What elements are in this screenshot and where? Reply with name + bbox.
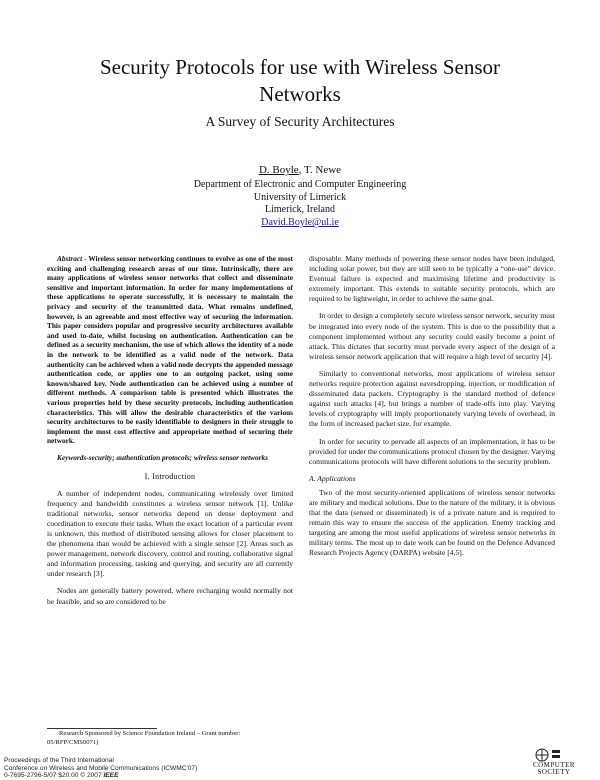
title-line-2: Networks (259, 82, 341, 106)
subsection-heading-applications: A. Applications (309, 473, 356, 483)
abstract-text: - Wireless sensor networking continues to evolve as one of the most exciting and challenging research areas of our time. Intrinsically, there are many applications of wireless sensor networks that collect and disseminate sensitive and important information. In order for many implementations of these applications to operate successfully, it is necessary to maintain the privacy and security of the transmitted data. What remains undefined, however, is an agreeable and most effective way of securing the information. This paper considers popular and progressive security architectures available and used to-date, whilst focusing on authentication. Authentication can be defined as a security mechanism, the use of which allows the identity of a node in the network to be identified as a valid node of the network. Data authenticity can be achieved when a valid node decrypts the appended message authentication code, or applies one to an outgoing packet, using some known/shared key. Node authentication can be achieved using a number of different methods. A comparison table is presented which illustrates the various properties held by these security protocols, including authentication characteristics. This will allow the desirable characteristics of the various security architectures to be easily identifiable to designers in their struggle to implement the most cost effective and appropriate method of securing their network. (47, 254, 293, 446)
author-department: Department of Electronic and Computer Engineering (193, 178, 407, 190)
author-university: University of Limerick (253, 191, 347, 203)
footnote-divider (47, 728, 157, 729)
proceedings-line-1: Proceedings of the Third International (4, 757, 114, 764)
author-email-link[interactable]: David.Boyle@ul.ie (261, 217, 339, 229)
ieee-mark: IEEE (103, 772, 119, 780)
paper-title (0, 54, 600, 108)
intro-paragraph-2: Nodes are generally battery powered, where recharging would normally not be feasible, and so are considered to be (47, 586, 293, 606)
abstract (47, 254, 293, 446)
proceedings-isbn: 0-7695-2796-5/07 $20.00 © 2007 (4, 772, 104, 780)
right-paragraph-3: Similarly to conventional networks, most applications of wireless sensor networks require protection against eavesdropping, injection, or modification of disseminated data packets. Cryptography is the standard method of defence against such attacks [4], but brings a number of trade-offs into play. Varying levels of cryptography will imply proportionately varying levels of overhead, in the form of increased packet size, for example. (309, 368, 555, 429)
footnote (47, 730, 293, 747)
abstract-label: Abstract (57, 254, 83, 263)
logo-text (519, 762, 589, 776)
logo-line-1: COMPUTER (532, 761, 576, 769)
title-line-1: Security Protocols for use with Wireless Sensor (99, 55, 501, 79)
footnote-line-1: Research Sponsored by Science Foundation Ireland – Grant number: (59, 730, 241, 737)
author-block (0, 164, 600, 230)
author-names (0, 164, 600, 177)
right-paragraph-4: In order for security to pervade all aspects of an implementation, it has to be provided for under the communications protocol chosen by the designer. Varying communications protocols will have different solutions to the security problem. (309, 436, 555, 466)
section-heading-introduction: I. Introduction (144, 472, 196, 482)
author-2: T. Newe (303, 164, 342, 176)
right-column (309, 254, 555, 566)
footnote-line-2: 05/RFP/CMS0071) (47, 738, 99, 746)
intro-paragraph-1: A number of independent nodes, communicating wirelessly over limited frequency and bandwidth constitutes a wireless sensor network [1]. Unlike traditional networks, sensor networks depend on dense deployment and coordination to execute their tasks. When the exact location of a particular event is unknown, this method of distributed sensing allows for closer placement to the phenomena than would be achieved with a single sensor [2]. Areas such as power management, network discovery, control and routing, collaborative signal and information processing, tasking and querying, and security are all currently under research [3]. (47, 488, 293, 579)
proceedings-info (4, 757, 344, 780)
right-paragraph-1: disposable. Many methods of powering these sensor nodes have been indulged, including solar power, but they are still seen to be typically a “one-use” device. Eventual failure is expected and maximising lifetime and productivity is extremely important. This extends to suitable security protocols, which are required to be lightweight, in order to achieve the same goal. (309, 254, 555, 304)
paper-subtitle: A Survey of Security Architectures (205, 114, 395, 129)
author-separator: , (298, 164, 304, 176)
author-1: D. Boyle (258, 164, 299, 176)
right-paragraph-5: Two of the most security-oriented applications of wireless sensor networks are military and medical solutions. Due to the nature of the military, it is obvious that the data (sensed or disseminated) is of a private nature and is required to remain this way to ensure the success of the application. Enemy tracking and targeting are among the most useful applications of wireless sensor networks in military terms. The most up to date work can be found on the Defence Advanced Research Projects Agency (DARPA) website [4,5]. (309, 487, 555, 558)
left-column (47, 254, 293, 614)
proceedings-line-2: Conference on Wireless and Mobile Communications (ICWMC'07) (4, 764, 198, 772)
logo-line-2: SOCIETY (537, 768, 571, 776)
right-paragraph-2: In order to design a completely secure wireless sensor network, security must be integrated into every node of the system. This is due to the possibility that a component implemented without any security could easily become a point of attack. This dictates that security must pervade every aspect of the design of a wireless sensor network application that will require a high level of security [4]. (309, 311, 555, 361)
author-location: Limerick, Ireland (265, 204, 335, 216)
keywords: Keywords-security; authentication protocols; wireless sensor networks (57, 452, 269, 462)
